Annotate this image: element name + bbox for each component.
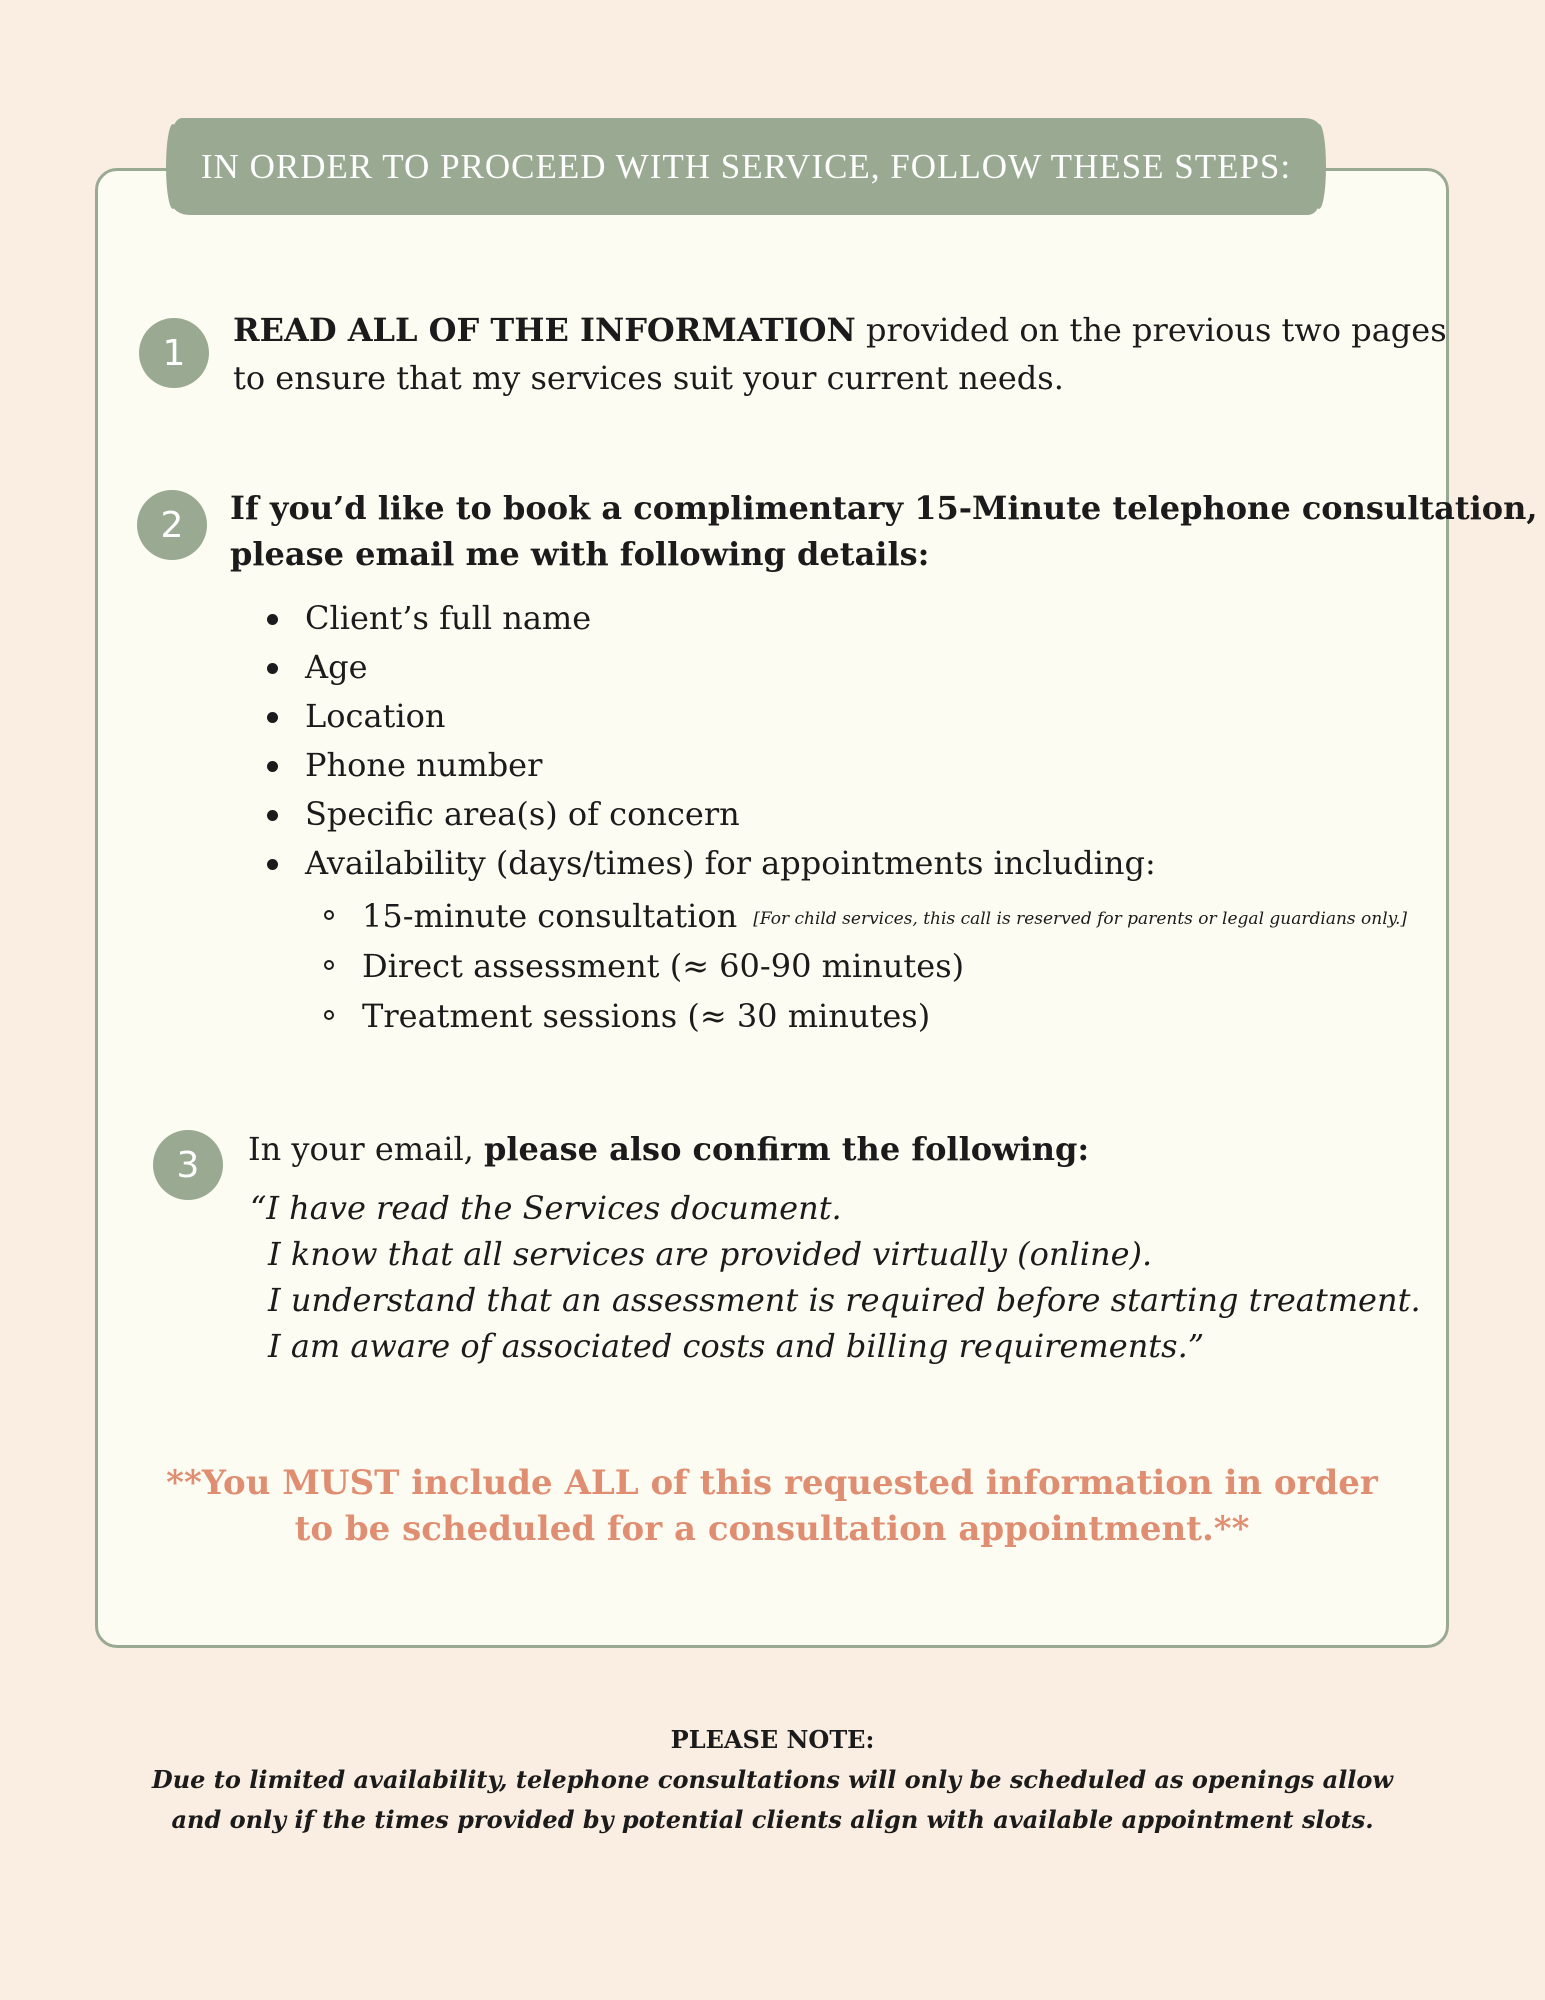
quote-line: I know that all services are provided virtually (online). — [268, 1235, 1153, 1273]
list-item: Location — [267, 692, 1156, 741]
step-1-bold: READ ALL OF THE INFORMATION — [233, 311, 856, 349]
banner-title: IN ORDER TO PROCEED WITH SERVICE, FOLLOW THESE STEPS: — [200, 146, 1292, 186]
list-item-assessment: Direct assessment (≈ 60-90 minutes) — [324, 941, 1407, 991]
list-item: Availability (days/times) for appointments including: — [267, 839, 1156, 888]
step-2-badge: 2 — [137, 490, 207, 560]
please-note-line2: and only if the times provided by potential clients align with available appointment slots. — [171, 1805, 1374, 1834]
step-1-badge: 1 — [139, 318, 209, 388]
confirmation-quote — [250, 1185, 1421, 1369]
step-3-badge: 3 — [153, 1130, 223, 1200]
step-3-heading — [248, 1125, 1089, 1173]
details-list — [267, 594, 1156, 888]
step-2-line1: If you’d like to book a complimentary 15-Minute telephone consultation, — [230, 489, 1538, 527]
quote-line: I understand that an assessment is required before starting treatment. — [268, 1281, 1421, 1319]
list-item: Specific area(s) of concern — [267, 790, 1156, 839]
step-1-rest: provided on the previous two pages — [855, 311, 1447, 349]
appointment-types-list — [324, 891, 1407, 1041]
warning-line1: **You MUST include ALL of this requested information in order — [166, 1463, 1378, 1503]
please-note-line1: Due to limited availability, telephone consultations will only be scheduled as openings allow — [151, 1765, 1394, 1794]
warning-line2: to be scheduled for a consultation appointment.** — [294, 1509, 1250, 1549]
quote-line: I am aware of associated costs and billing requirements.” — [268, 1327, 1205, 1365]
step-1-text — [233, 306, 1447, 402]
warning-message — [95, 1460, 1449, 1552]
step-2-heading — [230, 485, 1538, 577]
step-1-line2: to ensure that my services suit your current needs. — [233, 359, 1064, 397]
list-item: Age — [267, 643, 1156, 692]
step-3-intro: In your email, — [248, 1130, 485, 1168]
consultation-note: [For child services, this call is reserved for parents or legal guardians only.] — [753, 909, 1408, 929]
please-note — [0, 1720, 1545, 1840]
list-item: Client’s full name — [267, 594, 1156, 643]
step-2-line2: please email me with following details: — [230, 535, 930, 573]
quote-line: “I have read the Services document. — [250, 1189, 842, 1227]
list-item: Phone number — [267, 741, 1156, 790]
step-3-intro-bold: please also confirm the following: — [484, 1130, 1090, 1168]
steps-banner — [172, 118, 1320, 215]
list-item-treatment: Treatment sessions (≈ 30 minutes) — [324, 991, 1407, 1041]
list-item-consultation: 15-minute consultation [For child services, this call is reserved for parents or legal guardians only.] — [324, 891, 1407, 941]
please-note-title: PLEASE NOTE: — [670, 1725, 875, 1754]
